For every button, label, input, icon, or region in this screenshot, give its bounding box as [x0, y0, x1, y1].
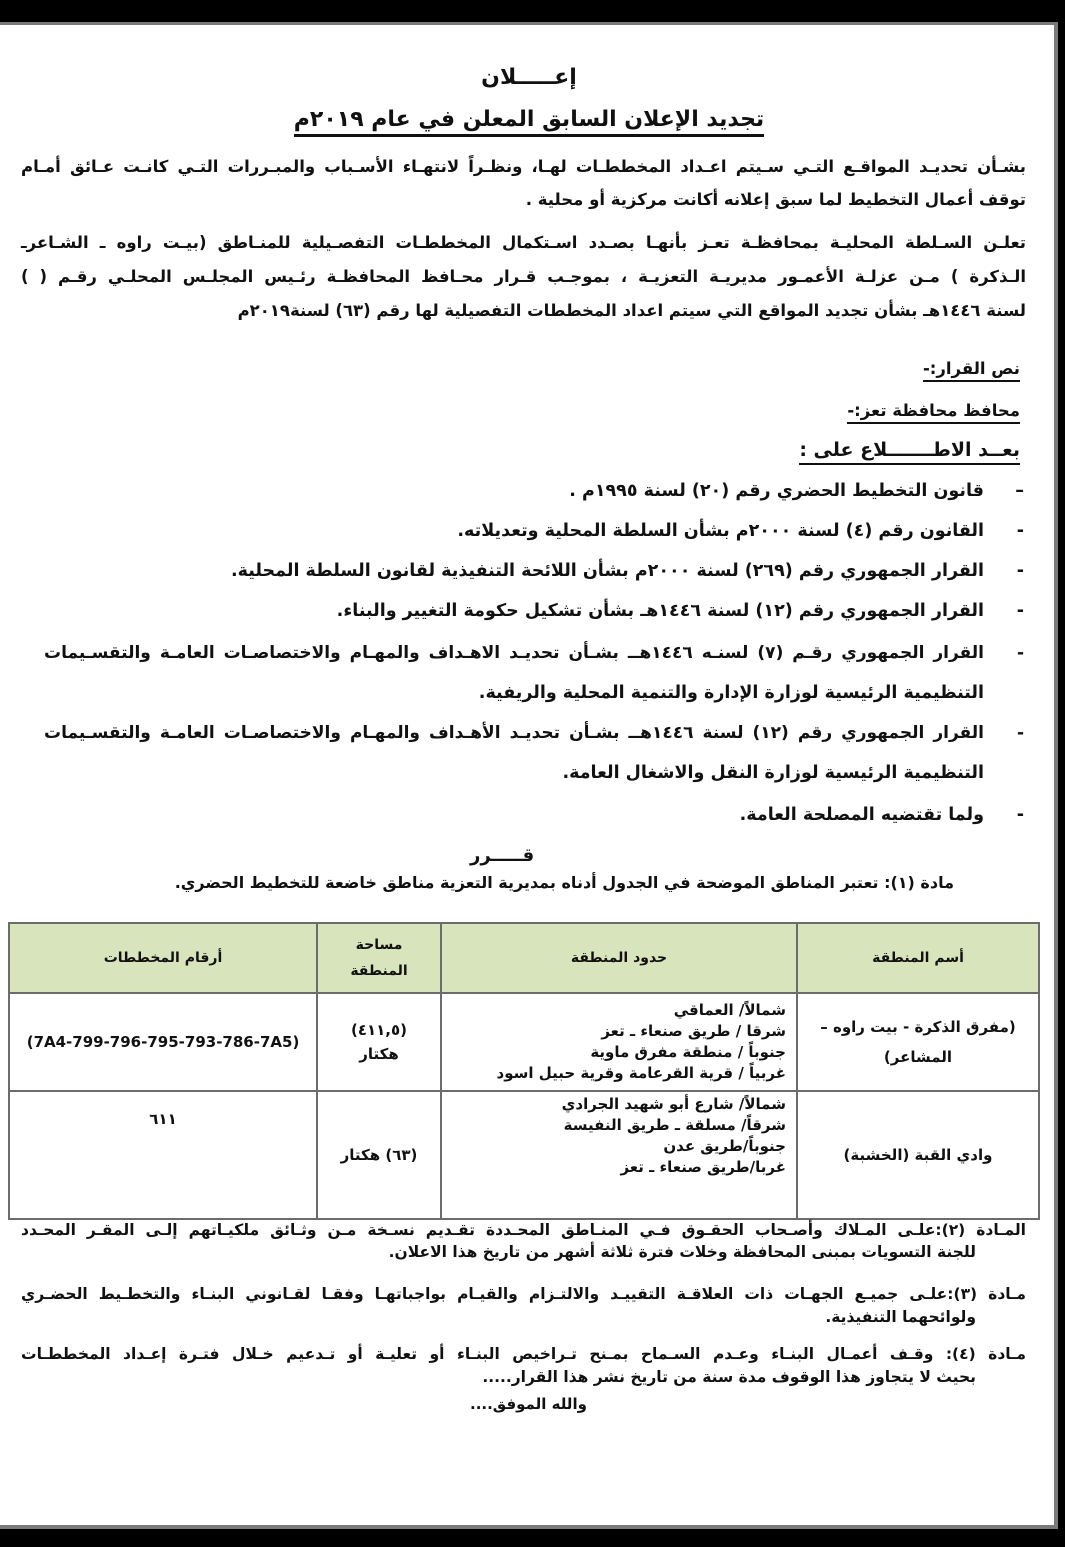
article-3-line-1: مـادة (٣):علـى جميـع الجهـات ذات العلاقـة التقييـد والالتـزام والقيـام بواجباتهـا وفقـا لقـانوني البنـاء والتخطـيط الحضـري: [21, 1285, 1027, 1303]
reference-item: [231, 561, 1024, 581]
article-2-line-2: للجنة التسويات بمبنى المحافظة وخلات فترة ثلاثة أشهر من تاريخ هذا الاعلان.: [388, 1243, 976, 1261]
subtitle-text: تجديد الإعلان السابق المعلن في عام ٢٠١٩م: [294, 107, 764, 137]
article-4-line-2: بحيث لا يتجاوز هذا الوقوف مدة سنة من تاريخ نشر هذا القرار.....: [482, 1368, 976, 1386]
article-2-line-1: المـادة (٢):علـى المـلاك وأصـحاب الحقـوق فـي المنـاطق المحـددة تقـديم نسـخة مـن وثـائق ملكيـاتهم إلـى المقـر المحـدد: [21, 1221, 1026, 1239]
header-plan-numbers: أرقام المخططات: [9, 923, 317, 993]
heading-decision-text: [923, 359, 1020, 378]
bound-line: جنوباً / منطقة مفرق ماوية: [590, 1043, 786, 1061]
reference-text: القرار الجمهوري رقم (١٢) لسنة ١٤٤٦هــ بشـأن تحديـد الأهـداف والمهـام والاختصاصـات العامـة والتقسـيمات: [44, 723, 984, 743]
reference-item: [457, 521, 1024, 541]
reference-item: [44, 643, 1024, 663]
announcement-line-3: لسنة ١٤٤٦هـ بشأن تجديد المواقع التي سيتم اعداد المخططات التفصيلية لها رقم (٦٣) لسنة٢٠١٩م: [237, 301, 1026, 320]
reference-text: القرار الجمهوري رقم (٢٦٩) لسنة ٢٠٠٠م بشأن اللائحة التنفيذية لقانون السلطة المحلية.: [231, 561, 984, 581]
dash-bullet-icon: -: [1016, 805, 1024, 825]
reference-item: [739, 805, 1024, 825]
zone-name-cell: [797, 993, 1039, 1091]
reference-item-continued: التنظيمية الرئيسية لوزارة النقل والاشغال العامة.: [562, 763, 984, 783]
zone-name-cell: وادي القبة (الخشبة): [797, 1091, 1039, 1219]
bound-line: شمالاً/ العماقي: [673, 1001, 786, 1019]
cell-text: المشاعر): [883, 1048, 953, 1066]
zone-bounds-cell: [441, 1091, 797, 1219]
reference-text: القرار الجمهوري رقم (١٢) لسنة ١٤٤٦هـ بشأن تشكيل حكومة التغيير والبناء.: [336, 601, 984, 621]
reference-text: ولما تقتضيه المصلحة العامة.: [739, 805, 984, 825]
decided-heading: قـــــرر: [470, 845, 535, 866]
table-row: [9, 1091, 1039, 1219]
reference-item: [569, 481, 1024, 501]
heading-text: محافظ محافظة تعز:-: [847, 401, 1020, 424]
header-text: مساحة: [355, 937, 403, 953]
bound-line: جنوباً/طريق عدن: [663, 1137, 786, 1155]
dash-bullet-icon: -: [1016, 601, 1024, 621]
article-1: مادة (١): تعتبر المناطق الموضحة في الجدول أدناه بمديرية التعزية مناطق خاضعة للتخطيط الحضري.: [174, 873, 954, 892]
reference-text: القانون رقم (٤) لسنة ٢٠٠٠م بشأن السلطة المحلية وتعديلاته.: [457, 521, 984, 541]
heading-text: بعــد الاطـــــــلاع على :: [799, 439, 1020, 465]
article-3-line-2: ولوائحهما التنفيذية.: [825, 1308, 976, 1326]
reference-text: قانون التخطيط الحضري رقم (٢٠) لسنة ١٩٩٥م .: [569, 481, 984, 501]
heading-text: نص القرار:-: [923, 359, 1020, 382]
table-header-row: [9, 923, 1039, 993]
bound-line: غربياً / قرية القرعامة وقرية حبيل اسود: [496, 1064, 786, 1082]
cell-text: هكتار: [359, 1045, 399, 1063]
header-zone-area: [317, 923, 441, 993]
dash-bullet-icon: -: [1016, 521, 1024, 541]
bound-line: شرقاً/ مسلقة ـ طريق النفيسة: [563, 1116, 786, 1134]
announcement-line-2: الـذكرة ) مـن عزلـة الأعمـور مديريـة التعزيـة ، بموجـب قـرار محـافظ المحافظـة رئـيس المجلـس المحلـي رقـم ( ): [21, 267, 1026, 286]
closing-text: والله الموفق....: [470, 1395, 587, 1413]
cell-text: (مفرق الذكرة - بيت راوه –: [820, 1018, 1016, 1036]
intro-line-2: توقف أعمال التخطيط لما سبق إعلانه أكانت مركزية أو محلية .: [525, 190, 1026, 209]
bound-line: شمالاً/ شارع أبو شهيد الجرادي: [561, 1095, 786, 1113]
zone-area-cell: [317, 993, 441, 1091]
reference-item-continued: التنظيمية الرئيسية لوزارة الإدارة والتنمية المحلية والريفية.: [478, 683, 984, 703]
dash-bullet-icon: -: [1016, 723, 1024, 743]
document-title: إعـــــلان: [481, 65, 577, 90]
bound-line: شرقا / طريق صنعاء ـ تعز: [601, 1022, 786, 1040]
dash-bullet-icon: -: [1016, 643, 1024, 663]
article-4-line-1: مـادة (٤): وقـف أعمـال البنـاء وعـدم السـماح بمـنح تـراخيص البنـاء أو تعليـة أو تـدعيم خـلال فتـرة إعـداد المخططـات: [21, 1345, 1026, 1363]
header-zone-name: أسم المنطقة: [797, 923, 1039, 993]
bound-line: غربا/طريق صنعاء ـ تعز: [620, 1158, 786, 1176]
reference-item: [336, 601, 1024, 621]
dash-bullet-icon: –: [1015, 481, 1024, 501]
cell-text: (٤١١,٥): [350, 1021, 408, 1039]
plan-numbers-cell: [9, 993, 317, 1091]
heading-governor: [847, 401, 1020, 420]
announcement-page: [0, 22, 1058, 1529]
reference-item: [44, 723, 1024, 743]
cell-text: (7A4-799-796-795-793-786-7A5): [26, 1033, 300, 1051]
heading-after-review: [799, 439, 1020, 461]
table-row: [9, 993, 1039, 1091]
reference-text: القرار الجمهوري رقـم (٧) لسنـه ١٤٤٦هــ بشـأن تحديـد الاهـداف والمهـام والاختصاصـات العامـة والتقسـيمات: [44, 643, 984, 663]
header-text: المنطقة: [350, 963, 408, 979]
plan-numbers-cell: ٦١١: [9, 1091, 317, 1219]
dash-bullet-icon: -: [1016, 561, 1024, 581]
zone-bounds-cell: [441, 993, 797, 1091]
document-subtitle: [0, 107, 1058, 132]
announcement-line-1: تعلـن السـلطة المحليـة بمحافظـة تعـز بأنهـا بصـدد اسـتكمال المخططـات التفصـيلية للمنـاطق (بيـت راوه ـ الشـاعرـ: [21, 233, 1026, 252]
header-zone-bounds: حدود المنطقة: [441, 923, 797, 993]
zones-table: [8, 922, 1040, 1220]
zone-area-cell: (٦٣) هكتار: [317, 1091, 441, 1219]
intro-line-1: بشـأن تحديـد المواقـع التـي سـيتم اعـداد المخططـات لهـا، ونظـراً لانتهـاء الأسـباب والمبـررات التـي كانـت عـائق أمـام: [21, 157, 1026, 176]
